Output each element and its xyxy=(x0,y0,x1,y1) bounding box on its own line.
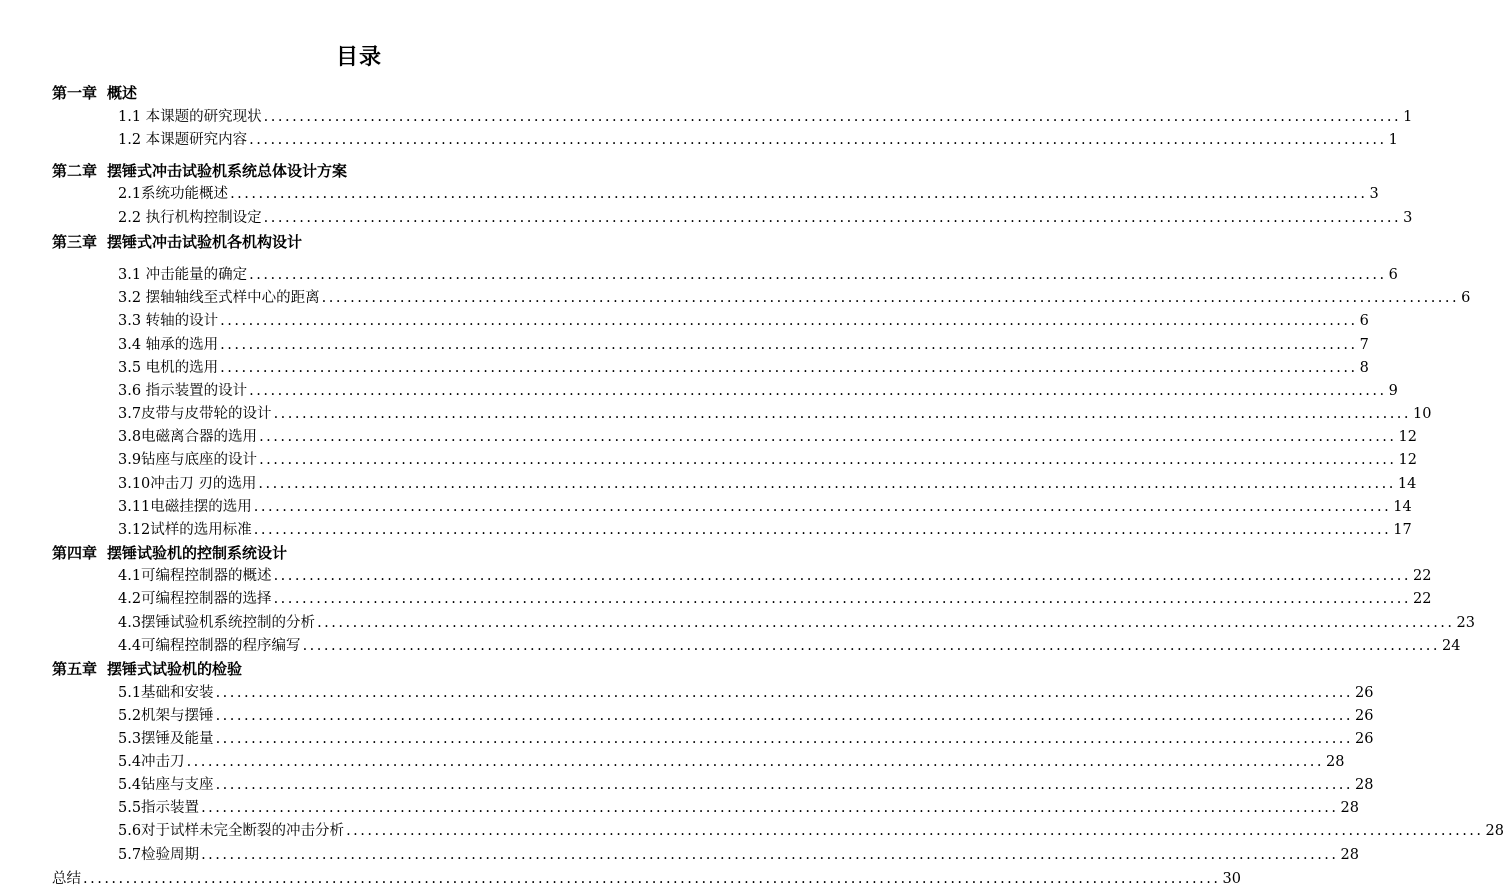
toc-page-number: 30 xyxy=(1222,871,1241,887)
toc-entry-label: 3.11电磁挂摆的选用 xyxy=(118,499,252,515)
dot-leader: ................................................................................................................................................................ xyxy=(253,499,1392,515)
toc-entry-label: 5.4冲击刀 xyxy=(118,754,185,770)
toc-page-number: 28 xyxy=(1355,777,1374,793)
toc-entry[interactable] xyxy=(118,845,1359,865)
dot-leader: ................................................................................................................................................................ xyxy=(263,109,1402,125)
toc-entry-label: 3.8电磁离合器的选用 xyxy=(118,429,258,445)
toc-entry[interactable] xyxy=(118,107,1413,127)
toc-entry[interactable] xyxy=(118,613,1475,633)
toc-entry-label: 3.9钻座与底座的设计 xyxy=(118,452,258,468)
toc-entry-label: 3.2 摆轴轴线至式样中心的距离 xyxy=(118,290,320,306)
dot-leader: ................................................................................................................................................................ xyxy=(273,591,1412,607)
chapter-number: 第五章 xyxy=(52,660,98,678)
toc-entry-label: 总结 xyxy=(52,871,81,887)
toc-page-number: 7 xyxy=(1359,337,1369,353)
toc-entry[interactable] xyxy=(118,130,1398,150)
toc-entry[interactable] xyxy=(118,474,1417,494)
toc-entry[interactable] xyxy=(118,752,1345,772)
dot-leader: ................................................................................................................................................................ xyxy=(317,615,1455,631)
dot-leader: ................................................................................................................................................................ xyxy=(215,708,1354,724)
chapter-number: 第四章 xyxy=(52,544,98,562)
toc-page-number: 6 xyxy=(1388,267,1398,283)
toc-entry[interactable] xyxy=(118,566,1432,586)
toc-page-number: 22 xyxy=(1413,568,1432,584)
toc-entry-label: 4.3摆锤试验机系统控制的分析 xyxy=(118,615,316,631)
dot-leader: ................................................................................................................................................................ xyxy=(201,800,1339,816)
dot-leader: ................................................................................................................................................................ xyxy=(273,406,1412,422)
toc-entry[interactable] xyxy=(118,636,1461,656)
toc-entry-label: 3.10冲击刀 刃的选用 xyxy=(118,476,257,492)
toc-entry[interactable] xyxy=(118,427,1417,447)
toc-page-number: 3 xyxy=(1369,186,1379,202)
toc-page-number: 28 xyxy=(1340,847,1359,863)
toc-page-number: 14 xyxy=(1397,476,1417,492)
toc-entry[interactable] xyxy=(118,450,1417,470)
toc-entry-label: 3.1 冲击能量的确定 xyxy=(118,267,248,283)
dot-leader: ................................................................................................................................................................ xyxy=(259,429,1397,445)
chapter-heading[interactable] xyxy=(52,83,137,103)
toc-entry[interactable] xyxy=(118,358,1369,378)
toc-entry-label: 3.4 轴承的选用 xyxy=(118,337,219,353)
toc-page-number: 1 xyxy=(1403,109,1413,125)
chapter-title: 摆锤式冲击试验机各机构设计 xyxy=(107,233,303,251)
toc-entry[interactable] xyxy=(118,311,1369,331)
toc-entry[interactable] xyxy=(118,288,1471,308)
dot-leader: ................................................................................................................................................................ xyxy=(346,823,1484,839)
toc-entry[interactable] xyxy=(118,381,1398,401)
toc-entry[interactable] xyxy=(118,798,1359,818)
dot-leader: ................................................................................................................................................................ xyxy=(230,186,1368,202)
toc-entry[interactable] xyxy=(118,497,1412,517)
toc-entry-label: 5.3摆锤及能量 xyxy=(118,731,214,747)
toc-entry[interactable] xyxy=(118,683,1374,703)
dot-leader: ................................................................................................................................................................ xyxy=(273,568,1412,584)
dot-leader: ................................................................................................................................................................ xyxy=(186,754,1325,770)
chapter-heading[interactable] xyxy=(52,659,242,679)
toc-entry-label: 5.1基础和安装 xyxy=(118,685,214,701)
toc-entry-summary[interactable] xyxy=(52,869,1241,889)
toc-page-number: 12 xyxy=(1398,452,1417,468)
dot-leader: ................................................................................................................................................................ xyxy=(249,132,1387,148)
toc-entry-label: 3.5 电机的选用 xyxy=(118,360,219,376)
toc-entry-label: 3.7皮带与皮带轮的设计 xyxy=(118,406,272,422)
chapter-number: 第二章 xyxy=(52,162,98,180)
toc-page-number: 9 xyxy=(1388,383,1398,399)
chapter-heading[interactable] xyxy=(52,161,347,181)
toc-page-number: 26 xyxy=(1355,708,1374,724)
dot-leader: ................................................................................................................................................................ xyxy=(215,777,1354,793)
toc-entry[interactable] xyxy=(118,404,1432,424)
toc-page-number: 28 xyxy=(1326,754,1345,770)
toc-entry-label: 3.12试样的选用标准 xyxy=(118,522,252,538)
dot-leader: ................................................................................................................................................................ xyxy=(201,847,1339,863)
dot-leader: ................................................................................................................................................................ xyxy=(263,210,1402,226)
toc-entry-label: 4.1可编程控制器的概述 xyxy=(118,568,272,584)
dot-leader: ................................................................................................................................................................ xyxy=(321,290,1460,306)
chapter-heading[interactable] xyxy=(52,232,302,252)
chapter-number: 第三章 xyxy=(52,233,98,251)
toc-entry[interactable] xyxy=(118,775,1374,795)
dot-leader: ................................................................................................................................................................ xyxy=(249,267,1387,283)
toc-page-number: 26 xyxy=(1355,731,1374,747)
page-title: 目录 xyxy=(335,45,382,70)
toc-entry-label: 5.2机架与摆锤 xyxy=(118,708,214,724)
dot-leader: ................................................................................................................................................................ xyxy=(220,313,1358,329)
dot-leader: ................................................................................................................................................................ xyxy=(83,871,1221,887)
toc-page-number: 24 xyxy=(1442,638,1461,654)
toc-page-number: 23 xyxy=(1456,615,1475,631)
toc-page-number: 28 xyxy=(1485,823,1504,839)
toc-entry[interactable] xyxy=(118,265,1398,285)
toc-page-number: 28 xyxy=(1340,800,1359,816)
toc-page-number: 14 xyxy=(1393,499,1412,515)
chapter-title: 概述 xyxy=(107,84,138,102)
toc-entry-label: 3.6 指示装置的设计 xyxy=(118,383,248,399)
dot-leader: ................................................................................................................................................................ xyxy=(220,337,1358,353)
toc-entry[interactable] xyxy=(118,184,1379,204)
toc-entry[interactable] xyxy=(118,706,1374,726)
dot-leader: ................................................................................................................................................................ xyxy=(259,452,1397,468)
dot-leader: ................................................................................................................................................................ xyxy=(253,522,1392,538)
chapter-title: 摆锤式冲击试验机系统总体设计方案 xyxy=(107,162,348,180)
toc-entry-label: 4.4可编程控制器的程序编写 xyxy=(118,638,301,654)
dot-leader: ................................................................................................................................................................ xyxy=(220,360,1358,376)
toc-entry-label: 5.4钻座与支座 xyxy=(118,777,214,793)
toc-entry-label: 1.2 本课题研究内容 xyxy=(118,132,248,148)
dot-leader: ................................................................................................................................................................ xyxy=(249,383,1387,399)
toc-page-number: 22 xyxy=(1413,591,1432,607)
toc-entry-label: 2.1系统功能概述 xyxy=(118,186,229,202)
toc-page-number: 6 xyxy=(1461,290,1471,306)
toc-page-number: 8 xyxy=(1359,360,1369,376)
dot-leader: ................................................................................................................................................................ xyxy=(302,638,1441,654)
toc-entry-label: 5.5指示装置 xyxy=(118,800,200,816)
dot-leader: ................................................................................................................................................................ xyxy=(215,685,1354,701)
toc-page-number: 1 xyxy=(1388,132,1398,148)
toc-entry[interactable] xyxy=(118,821,1504,841)
toc-page-number: 10 xyxy=(1413,406,1432,422)
toc-entry-label: 4.2可编程控制器的选择 xyxy=(118,591,272,607)
toc-entry[interactable] xyxy=(118,589,1432,609)
toc-entry[interactable] xyxy=(118,729,1374,749)
toc-entry[interactable] xyxy=(118,208,1413,228)
toc-page-number: 6 xyxy=(1359,313,1369,329)
toc-entry[interactable] xyxy=(118,335,1369,355)
dot-leader: ................................................................................................................................................................ xyxy=(258,476,1396,492)
toc-page-number: 26 xyxy=(1355,685,1374,701)
toc-page-number: 12 xyxy=(1398,429,1417,445)
toc-entry-label: 3.3 转轴的设计 xyxy=(118,313,219,329)
dot-leader: ................................................................................................................................................................ xyxy=(215,731,1354,747)
chapter-title: 摆锤试验机的控制系统设计 xyxy=(107,544,288,562)
toc-page-number: 3 xyxy=(1403,210,1413,226)
toc-entry-label: 5.6对于试样未完全断裂的冲击分析 xyxy=(118,823,345,839)
toc-entry-label: 2.2 执行机构控制设定 xyxy=(118,210,262,226)
toc-entry-label: 1.1 本课题的研究现状 xyxy=(118,109,262,125)
toc-entry-label: 5.7检验周期 xyxy=(118,847,200,863)
chapter-title: 摆锤式试验机的检验 xyxy=(107,660,243,678)
chapter-heading[interactable] xyxy=(52,543,287,563)
toc-page-number: 17 xyxy=(1393,522,1412,538)
toc-entry[interactable] xyxy=(118,520,1412,540)
chapter-number: 第一章 xyxy=(52,84,98,102)
